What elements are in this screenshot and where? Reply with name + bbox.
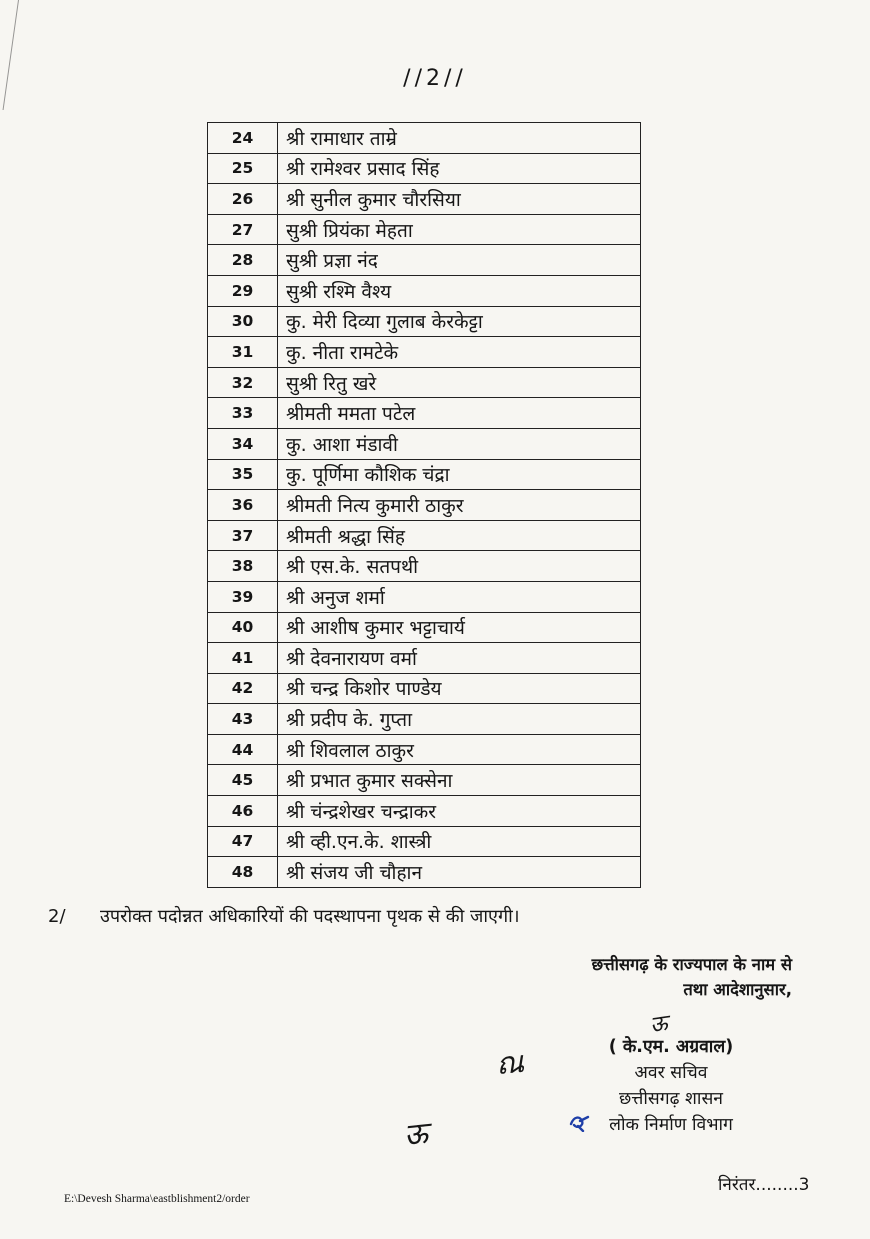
paragraph-2 [48, 904, 520, 928]
row-number: 26 [208, 184, 278, 215]
signatory-department: लोक निर्माण विभाग [609, 1115, 733, 1135]
officer-name: श्री देवनारायण वर्मा [278, 643, 641, 674]
officer-name: श्री सुनील कुमार चौरसिया [278, 184, 641, 215]
officer-name: कु. नीता रामटेके [278, 337, 641, 368]
row-number: 35 [208, 459, 278, 490]
table-row [208, 520, 641, 551]
officer-name: कु. आशा मंडावी [278, 428, 641, 459]
row-number: 39 [208, 581, 278, 612]
table-row [208, 337, 641, 368]
signatory-government: छत्तीसगढ़ शासन [619, 1089, 723, 1109]
table-row [208, 673, 641, 704]
table-body [208, 123, 641, 888]
table-row [208, 490, 641, 521]
officer-name: श्री व्ही.एन.के. शास्त्री [278, 826, 641, 857]
row-number: 47 [208, 826, 278, 857]
officer-name: श्री एस.के. सतपथी [278, 551, 641, 582]
officer-name: श्री रामाधार ताम्रे [278, 123, 641, 154]
blue-ink-mark-icon [568, 1112, 590, 1132]
table-row [208, 153, 641, 184]
table-row [208, 857, 641, 888]
officer-name: श्री रामेश्वर प्रसाद सिंह [278, 153, 641, 184]
on-behalf-block [540, 952, 800, 1002]
handwritten-initial-left: ณ [494, 1044, 526, 1083]
table-row [208, 459, 641, 490]
officer-name: कु. पूर्णिमा कौशिक चंद्रा [278, 459, 641, 490]
row-number: 48 [208, 857, 278, 888]
signatory-block [596, 1034, 746, 1138]
page-number: //2// [403, 66, 467, 91]
table-row [208, 214, 641, 245]
officer-name: श्रीमती नित्य कुमारी ठाकुर [278, 490, 641, 521]
table-row [208, 275, 641, 306]
officer-name: श्री प्रदीप के. गुप्ता [278, 704, 641, 735]
row-number: 31 [208, 337, 278, 368]
row-number: 34 [208, 428, 278, 459]
table-row [208, 581, 641, 612]
signatory-designation: अवर सचिव [634, 1063, 708, 1083]
officer-name: श्रीमती ममता पटेल [278, 398, 641, 429]
on-behalf-line-2: तथा आदेशानुसार, [683, 980, 792, 999]
handwritten-initial-bottom: ऊ [402, 1115, 430, 1154]
on-behalf-line-1: छत्तीसगढ़ के राज्यपाल के नाम से [591, 955, 792, 974]
row-number: 27 [208, 214, 278, 245]
handwritten-initial-top: ऊ [648, 1010, 670, 1039]
paragraph-number: 2/ [48, 906, 66, 927]
row-number: 36 [208, 490, 278, 521]
table-row [208, 306, 641, 337]
row-number: 37 [208, 520, 278, 551]
officer-name: सुश्री प्रज्ञा नंद [278, 245, 641, 276]
row-number: 30 [208, 306, 278, 337]
row-number: 43 [208, 704, 278, 735]
table-row [208, 734, 641, 765]
officers-table [207, 122, 641, 888]
page-fold-edge [0, 0, 19, 110]
officer-name: सुश्री प्रियंका मेहता [278, 214, 641, 245]
table-row [208, 367, 641, 398]
table-row [208, 123, 641, 154]
paragraph-text: उपरोक्त पदोन्नत अधिकारियों की पदस्थापना पृथक से की जाएगी। [100, 906, 520, 927]
officer-name: श्री संजय जी चौहान [278, 857, 641, 888]
row-number: 45 [208, 765, 278, 796]
file-path: E:\Devesh Sharma\eastblishment2/order [64, 1193, 250, 1205]
table-row [208, 551, 641, 582]
officer-name: श्रीमती श्रद्धा सिंह [278, 520, 641, 551]
row-number: 28 [208, 245, 278, 276]
officer-name: श्री अनुज शर्मा [278, 581, 641, 612]
row-number: 38 [208, 551, 278, 582]
continued-marker: निरंतर........3 [718, 1175, 810, 1195]
table-row [208, 796, 641, 827]
row-number: 25 [208, 153, 278, 184]
table-row [208, 704, 641, 735]
officer-name: श्री शिवलाल ठाकुर [278, 734, 641, 765]
table-row [208, 765, 641, 796]
table-row [208, 184, 641, 215]
table-row [208, 398, 641, 429]
officer-name: सुश्री रितु खरे [278, 367, 641, 398]
row-number: 33 [208, 398, 278, 429]
row-number: 42 [208, 673, 278, 704]
officer-name: श्री चन्द्र किशोर पाण्डेय [278, 673, 641, 704]
officer-name: श्री प्रभात कुमार सक्सेना [278, 765, 641, 796]
officer-name: कु. मेरी दिव्या गुलाब केरकेट्टा [278, 306, 641, 337]
officer-name: श्री चंन्द्रशेखर चन्द्राकर [278, 796, 641, 827]
table-row [208, 826, 641, 857]
table-row [208, 643, 641, 674]
table-row [208, 245, 641, 276]
table-row [208, 428, 641, 459]
officer-name: सुश्री रश्मि वैश्य [278, 275, 641, 306]
row-number: 44 [208, 734, 278, 765]
row-number: 29 [208, 275, 278, 306]
row-number: 24 [208, 123, 278, 154]
officer-name: श्री आशीष कुमार भट्टाचार्य [278, 612, 641, 643]
signatory-name: ( के.एम. अग्रवाल) [608, 1037, 734, 1057]
table-row [208, 612, 641, 643]
row-number: 40 [208, 612, 278, 643]
row-number: 32 [208, 367, 278, 398]
row-number: 41 [208, 643, 278, 674]
row-number: 46 [208, 796, 278, 827]
